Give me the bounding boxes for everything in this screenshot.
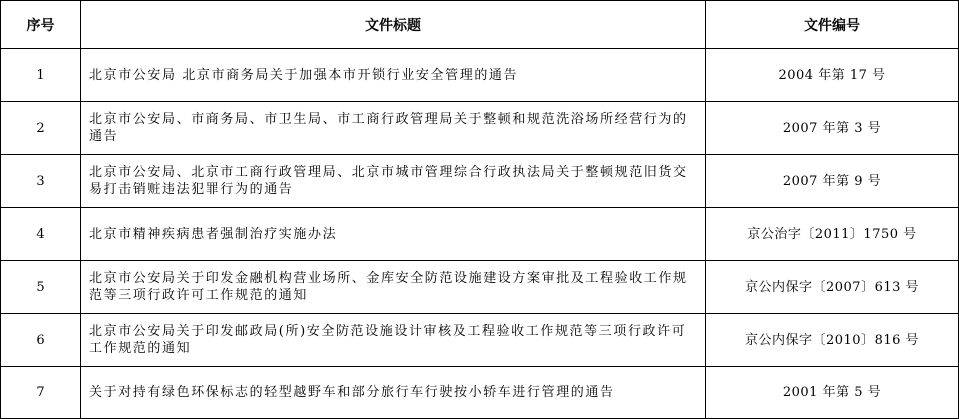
document-title: 北京市公安局、市商务局、市卫生局、市工商行政管理局关于整顿和规范洗浴场所经营行为的通告 <box>81 102 706 155</box>
document-title: 北京市公安局 北京市商务局关于加强本市开锁行业安全管理的通告 <box>81 49 706 102</box>
row-number: 7 <box>1 367 81 419</box>
row-number: 3 <box>1 155 81 208</box>
document-title: 北京市公安局关于印发金融机构营业场所、金库安全防范设施建设方案审批及工程验收工作规范等三项行政许可工作规范的通知 <box>81 261 706 314</box>
row-number: 6 <box>1 314 81 367</box>
row-number: 1 <box>1 49 81 102</box>
table-row <box>1 314 959 367</box>
document-code: 京公内保字〔2007〕613 号 <box>706 261 959 314</box>
row-number: 2 <box>1 102 81 155</box>
document-title: 关于对持有绿色环保标志的轻型越野车和部分旅行车行驶按小轿车进行管理的通告 <box>81 367 706 419</box>
header-code: 文件编号 <box>706 1 959 49</box>
document-code: 2001 年第 5 号 <box>706 367 959 419</box>
document-code: 京公内保字〔2010〕816 号 <box>706 314 959 367</box>
document-title: 北京市公安局、北京市工商行政管理局、北京市城市管理综合行政执法局关于整顿规范旧货交易打击销赃违法犯罪行为的通告 <box>81 155 706 208</box>
document-title: 北京市公安局关于印发邮政局(所)安全防范设施设计审核及工程验收工作规范等三项行政许可工作规范的通知 <box>81 314 706 367</box>
table-row <box>1 49 959 102</box>
document-code: 2007 年第 9 号 <box>706 155 959 208</box>
table-row <box>1 367 959 419</box>
row-number: 5 <box>1 261 81 314</box>
table-row <box>1 155 959 208</box>
header-title: 文件标题 <box>81 1 706 49</box>
document-title: 北京市精神疾病患者强制治疗实施办法 <box>81 208 706 261</box>
row-number: 4 <box>1 208 81 261</box>
header-no: 序号 <box>1 1 81 49</box>
document-code: 京公治字〔2011〕1750 号 <box>706 208 959 261</box>
table-row <box>1 208 959 261</box>
header-row <box>1 1 959 49</box>
document-code: 2004 年第 17 号 <box>706 49 959 102</box>
table-row <box>1 102 959 155</box>
table-row <box>1 261 959 314</box>
document-code: 2007 年第 3 号 <box>706 102 959 155</box>
